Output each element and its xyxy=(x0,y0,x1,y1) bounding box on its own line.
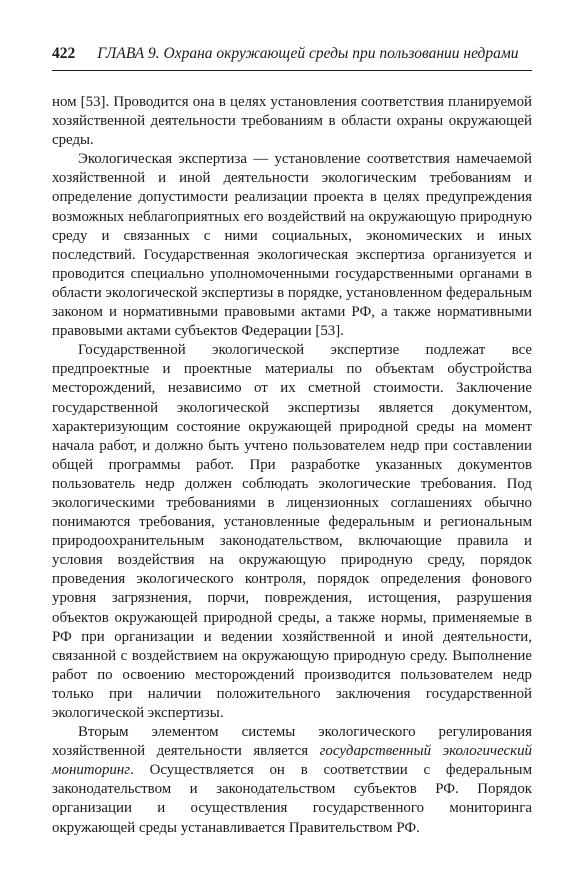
body-text xyxy=(52,93,532,838)
paragraph-text: Вторым элементом системы экологического регулирования хозяйственной деятельности является xyxy=(52,724,532,760)
page-number: 422 xyxy=(52,45,76,62)
paragraph-state-monitoring xyxy=(52,723,532,838)
paragraph-ecological-expertise-definition: Экологическая экспертиза — установление соответствия намечаемой хозяйственной и иной деятельности экологическим требованиям и определение допустимости реализации проекта в целях предупреждения возможных неблагоприятных его воздействий на окружающую природную среду и связанных с ними социальных, экономических и иных последствий. Государственная экологическая экспертиза организуется и проводится специально уполномоченными государственными органами в области экологической экспертизы в порядке, установленном федеральным законом и нормативными правовыми актами РФ, а также нормативными правовыми актами субъектов Федерации [53]. xyxy=(52,151,532,340)
paragraph-continuation: ном [53]. Проводится она в целях установления соответствия планируемой хозяйственной деятельности требованиям в области охраны окружающей среды. xyxy=(52,94,532,149)
running-head xyxy=(52,44,532,71)
book-page xyxy=(52,44,532,838)
chapter-title: ГЛАВА 9. Охрана окружающей среды при пользовании недрами xyxy=(97,45,519,62)
paragraph-text: . Осуществляется он в соответствии с федеральным законодательством и законодательством субъектов РФ. Порядок организации и осуществления государственного мониторинга окружающей среды устанавливается Правительством РФ. xyxy=(52,762,532,836)
italic-term: государственный экологический мониторинг xyxy=(52,743,532,779)
paragraph-state-expertise-requirements: Государственной экологической экспертизе подлежат все предпроектные и проектные материалы по объектам обустройства месторождений, независимо от их сметной стоимости. Заключение государственной экологической экспертизы является документом, характеризующим состояние окружающей природной среды на момент начала работ, и должно быть учтено пользователем недр при составлении общей программы работ. При разработке указанных документов пользователь недр должен соблюдать экологические требования. Под экологическими требованиями в лицензионных соглашениях обычно понимаются требования, установленные федеральным и региональным природоохранительным законодательством, включающие правила и условия воздействия на окружающую природную среду, порядок проведения экологического контроля, порядок определения фонового уровня загрязнения, порчи, повреждения, истощения, разрушения объектов окружающей природной среды, а также нормы, применяемые в РФ при организации и ведении хозяйственной и иной деятельности, связанной с воздействием на окружающую природную среду. Выполнение работ по освоению месторождений производится пользователем недр только при наличии положительного заключения государственной экологической экспертизы. xyxy=(52,342,532,721)
